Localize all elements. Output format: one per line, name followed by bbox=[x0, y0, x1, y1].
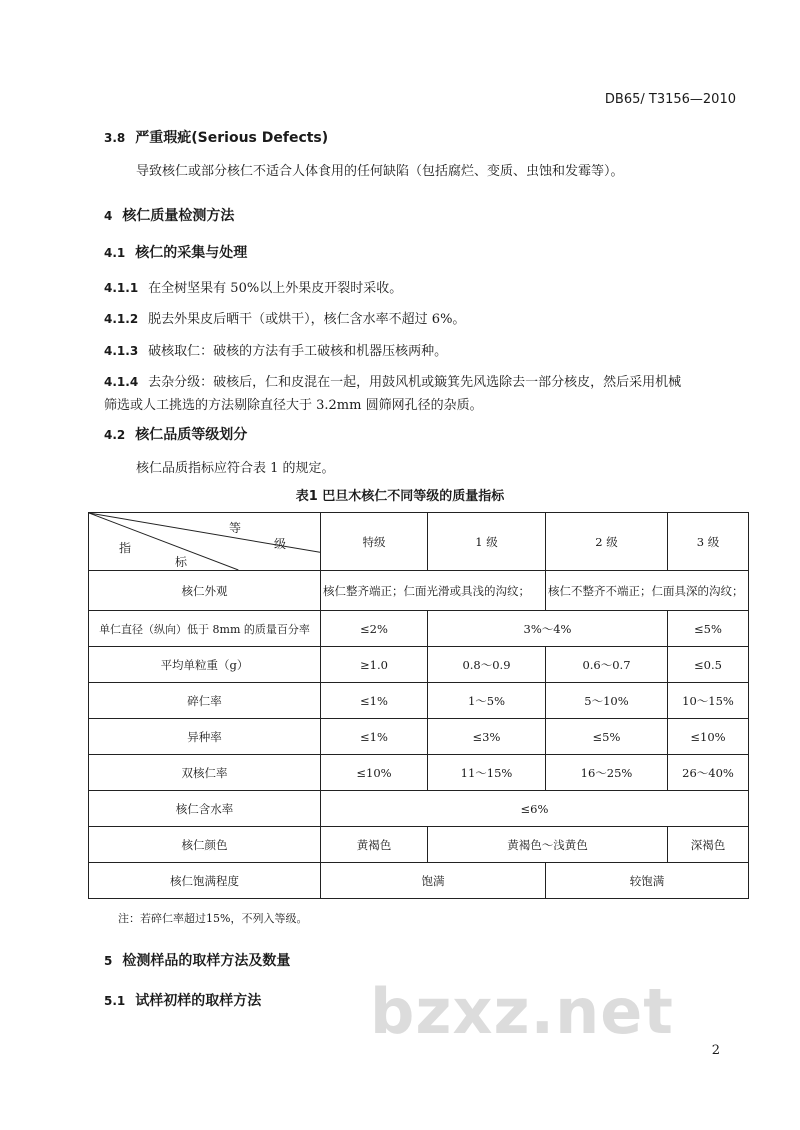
section-number: 5.1 bbox=[104, 994, 126, 1008]
table-row bbox=[89, 571, 749, 611]
grade-header-3: 3 级 bbox=[668, 513, 749, 571]
table-cell: 5～10% bbox=[546, 683, 668, 719]
clause-4-1-2 bbox=[104, 308, 465, 327]
table-row bbox=[89, 755, 749, 791]
grade-label: 等 bbox=[229, 521, 242, 535]
section-title: 严重瑕疵(Serious Defects) bbox=[135, 130, 329, 146]
table-cell: ≤6% bbox=[321, 791, 749, 827]
row-label: 碎仁率 bbox=[89, 683, 321, 719]
table-cell: 10～15% bbox=[668, 683, 749, 719]
clause-text: 去杂分级：破核后，仁和皮混在一起，用鼓风机或簸箕先风选除去一部分核皮，然后采用机械 bbox=[148, 375, 682, 390]
table-caption: 表1 巴旦木核仁不同等级的质量指标 bbox=[295, 489, 505, 504]
clause-number: 4.1.3 bbox=[104, 344, 139, 358]
table-row bbox=[89, 719, 749, 755]
watermark: bzxz.net bbox=[370, 975, 674, 1048]
page-number: 2 bbox=[711, 1043, 720, 1058]
table-cell: 黄褐色 bbox=[321, 827, 428, 863]
section-number: 4.2 bbox=[104, 428, 126, 442]
row-label: 单仁直径（纵向）低于 8mm 的质量百分率 bbox=[89, 611, 321, 647]
clause-4-1-1 bbox=[104, 277, 402, 296]
section-title: 试样初样的取样方法 bbox=[135, 993, 262, 1009]
clause-number: 4.1.2 bbox=[104, 312, 139, 326]
section-4-heading bbox=[104, 205, 234, 225]
document-number: DB65/ T3156—2010 bbox=[604, 92, 736, 107]
table-cell: ≤10% bbox=[668, 719, 749, 755]
table-cell: 较饱满 bbox=[546, 863, 749, 899]
table-cell: 3%～4% bbox=[428, 611, 668, 647]
table-cell: 核仁整齐端正；仁面光滑或具浅的沟纹； bbox=[321, 571, 546, 611]
row-label: 异种率 bbox=[89, 719, 321, 755]
table-cell: ≤0.5 bbox=[668, 647, 749, 683]
row-label: 核仁含水率 bbox=[89, 791, 321, 827]
grade-header-1: 1 级 bbox=[428, 513, 546, 571]
section-5-1-heading bbox=[104, 990, 261, 1010]
table-row bbox=[89, 683, 749, 719]
clause-text: 在全树坚果有 50%以上外果皮开裂时采收。 bbox=[148, 281, 403, 296]
row-label: 核仁饱满程度 bbox=[89, 863, 321, 899]
row-label: 平均单粒重（g） bbox=[89, 647, 321, 683]
section-3-8-text: 导致核仁或部分核仁不适合人体食用的任何缺陷（包括腐烂、变质、虫蚀和发霉等）。 bbox=[136, 164, 624, 179]
section-title: 核仁品质等级划分 bbox=[135, 427, 248, 443]
section-number: 4.1 bbox=[104, 246, 126, 260]
grade-header-special: 特级 bbox=[321, 513, 428, 571]
table-cell: ≤10% bbox=[321, 755, 428, 791]
grade-label-2: 级 bbox=[274, 537, 287, 551]
table-note: 注：若碎仁率超过15%，不列入等级。 bbox=[118, 912, 308, 925]
section-number: 5 bbox=[104, 954, 113, 968]
clause-text: 脱去外果皮后晒干（或烘干），核仁含水率不超过 6%。 bbox=[148, 312, 466, 327]
section-title: 检测样品的取样方法及数量 bbox=[122, 953, 291, 969]
clause-4-1-3 bbox=[104, 340, 447, 359]
table-cell: ≤3% bbox=[428, 719, 546, 755]
table-cell: ≤1% bbox=[321, 719, 428, 755]
row-label: 核仁外观 bbox=[89, 571, 321, 611]
table-cell: 0.8～0.9 bbox=[428, 647, 546, 683]
row-label: 双核仁率 bbox=[89, 755, 321, 791]
section-3-8-heading bbox=[104, 127, 328, 147]
table-cell: 1～5% bbox=[428, 683, 546, 719]
table-cell: 0.6～0.7 bbox=[546, 647, 668, 683]
table-cell: ≤1% bbox=[321, 683, 428, 719]
table-cell: 深褐色 bbox=[668, 827, 749, 863]
row-label: 核仁颜色 bbox=[89, 827, 321, 863]
section-4-1-heading bbox=[104, 242, 247, 262]
table-cell: ≤5% bbox=[546, 719, 668, 755]
section-title: 核仁质量检测方法 bbox=[122, 208, 235, 224]
section-4-2-text: 核仁品质指标应符合表 1 的规定。 bbox=[136, 461, 335, 476]
grade-header-2: 2 级 bbox=[546, 513, 668, 571]
table-row bbox=[89, 611, 749, 647]
table-row bbox=[89, 863, 749, 899]
clause-number: 4.1.1 bbox=[104, 281, 139, 295]
table-cell: 26～40% bbox=[668, 755, 749, 791]
section-number: 4 bbox=[104, 209, 113, 223]
table-cell: 黄褐色～浅黄色 bbox=[428, 827, 668, 863]
section-5-heading bbox=[104, 950, 290, 970]
table-row bbox=[89, 647, 749, 683]
clause-number: 4.1.4 bbox=[104, 375, 139, 389]
quality-table bbox=[88, 512, 749, 899]
table-cell: 饱满 bbox=[321, 863, 546, 899]
table-row bbox=[89, 827, 749, 863]
clause-text: 破核取仁：破核的方法有手工破核和机器压核两种。 bbox=[148, 344, 448, 359]
table-cell: ≤2% bbox=[321, 611, 428, 647]
index-label-2: 标 bbox=[175, 555, 188, 569]
table-row bbox=[89, 791, 749, 827]
diagonal-header-cell bbox=[89, 513, 321, 571]
table-cell: 16～25% bbox=[546, 755, 668, 791]
section-title: 核仁的采集与处理 bbox=[135, 245, 248, 261]
index-label: 指 bbox=[119, 541, 132, 555]
clause-4-1-4 bbox=[104, 371, 681, 390]
table-cell: ≥1.0 bbox=[321, 647, 428, 683]
clause-4-1-4-continued: 筛选或人工挑选的方法剔除直径大于 3.2mm 圆筛网孔径的杂质。 bbox=[104, 398, 483, 413]
table-cell: 11～15% bbox=[428, 755, 546, 791]
section-number: 3.8 bbox=[104, 131, 126, 145]
table-cell: ≤5% bbox=[668, 611, 749, 647]
table-header-row bbox=[89, 513, 749, 571]
section-4-2-heading bbox=[104, 424, 247, 444]
table-cell: 核仁不整齐不端正；仁面具深的沟纹； bbox=[546, 571, 749, 611]
